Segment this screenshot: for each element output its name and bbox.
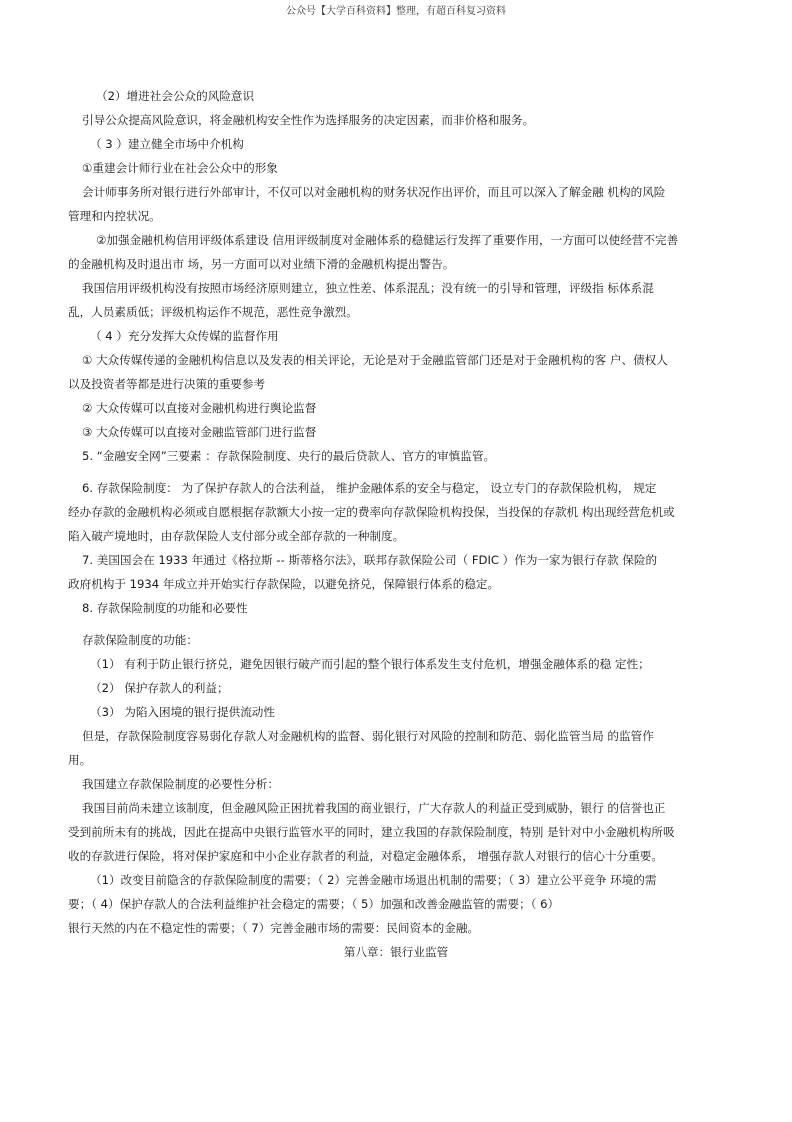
paragraph-line: 收的存款进行保险，将对保护家庭和中小企业存款者的利益，对稳定金融体系， 增强存款人对银行的信心十分重要。 — [68, 849, 663, 863]
function-item-3: （3） 为陷入困境的银行提供流动性 — [90, 705, 275, 719]
list-item-media-2: ② 大众传媒可以直接对金融机构进行舆论监督 — [82, 401, 317, 415]
item-7-us-fdic: 7. 美国国会在 1933 年通过《格拉斯 -- 斯蒂格尔法》，联邦存款保险公司（ FDIC ）作为一家为银行存款 保险的 — [82, 553, 658, 567]
function-item-1: （1） 有利于防止银行挤兑，避免因银行破产而引起的整个银行体系发生支付危机，增强金融体系的稳 定性； — [90, 657, 650, 671]
function-item-2: （2） 保护存款人的利益； — [90, 681, 229, 695]
item-6-deposit-insurance: 6. 存款保险制度： 为了保护存款人的合法利益， 维护金融体系的安全与稳定， 设立专门的存款保险机构， 规定 — [82, 481, 657, 495]
paragraph-line: 但是，存款保险制度容易弱化存款人对金融机构的监督、弱化银行对风险的控制和防范、弱化监管当局 的监管作 — [82, 729, 654, 743]
paragraph-line: 乱，人员素质低；评级机构运作不规范，恶性竞争激烈。 — [68, 305, 358, 319]
paragraph-line: 引导公众提高风险意识，将金融机构安全性作为选择服务的决定因素，而非价格和服务。 — [82, 113, 535, 127]
paragraph-line: 我国信用评级机构没有按照市场经济原则建立，独立性差、体系混乱；没有统一的引导和管理，评级指 标体系混 — [82, 281, 654, 295]
functions-heading: 存款保险制度的功能： — [82, 633, 198, 647]
subheading-mass-media: （ 4 ）充分发挥大众传媒的监督作用 — [90, 329, 279, 343]
list-item-credit-rating: ②加强金融机构信用评级体系建设 信用评级制度对金融体系的稳健运行发挥了重要作用，一方面可以使经营不完善 — [96, 233, 679, 247]
paragraph-line: 我国目前尚未建立该制度，但金融风险正困扰着我国的商业银行，广大存款人的利益正受到威胁，银行 的信誉也正 — [82, 801, 666, 815]
paragraph-line: 政府机构于 1934 年成立并开始实行存款保险，以避免挤兑，保障银行体系的稳定。 — [68, 577, 500, 591]
necessity-list-line: 银行天然的内在不稳定性的需要；（ 7）完善金融市场的需要：民间资本的金融。 — [68, 921, 480, 935]
subheading-risk-awareness: （2）增进社会公众的风险意识 — [96, 89, 255, 103]
paragraph-line: 以及投资者等都是进行决策的重要参考 — [68, 377, 266, 391]
necessity-heading: 我国建立存款保险制度的必要性分析： — [82, 777, 280, 791]
paragraph-line: 会计师事务所对银行进行外部审计，不仅可以对金融机构的财务状况作出评价，而且可以深入了解金融 机构的风险 — [82, 185, 666, 199]
subheading-market-intermediaries: （ 3 ）建立健全市场中介机构 — [90, 137, 244, 151]
document-body — [0, 84, 792, 964]
necessity-list-line: （1）改变目前隐含的存款保险制度的需要；（ 2）完善金融市场退出机制的需要；（ 3）建立公平竞争 环境的需 — [90, 873, 657, 887]
paragraph-line: 陷入破产境地时，由存款保险人支付部分或全部存款的一种制度。 — [68, 529, 405, 543]
item-8-functions: 8. 存款保险制度的功能和必要性 — [82, 601, 248, 615]
list-item-media-3: ③ 大众传媒可以直接对金融监管部门进行监督 — [82, 425, 317, 439]
paragraph-line: 经办存款的金融机构必须或自愿根据存款额大小按一定的费率向存款保险机构投保，当投保的存款机 构出现经营危机或 — [68, 505, 675, 519]
list-item-accountant: ①重建会计师行业在社会公众中的形象 — [82, 161, 278, 175]
item-5-safety-net: 5. “金融安全网”三要素 ：存款保险制度、央行的最后贷款人、官方的审慎监管。 — [82, 449, 496, 463]
paragraph-line: 管理和内控状况。 — [68, 209, 161, 223]
page-header: 公众号【大学百科资料】整理，有超百科复习资料 — [286, 6, 506, 17]
chapter-title: 第八章：银行业监管 — [343, 945, 449, 959]
paragraph-line: 的金融机构及时退出市 场，另一方面可以对业绩下滑的金融机构提出警告。 — [68, 257, 455, 271]
list-item-media-1: ① 大众传媒传递的金融机构信息以及发表的相关评论，无论是对于金融监管部门还是对于金融机构的客 户、债权人 — [82, 353, 668, 367]
necessity-list-line: 要；（ 4）保护存款人的合法利益维护社会稳定的需要；（ 5）加强和改善金融监管的需要；（ 6） — [68, 897, 560, 911]
paragraph-line: 受到前所未有的挑战，因此在提高中央银行监管水平的同时，建立我国的存款保险制度，特别 是针对中小金融机构所吸 — [68, 825, 675, 839]
paragraph-line: 用。 — [68, 753, 92, 767]
